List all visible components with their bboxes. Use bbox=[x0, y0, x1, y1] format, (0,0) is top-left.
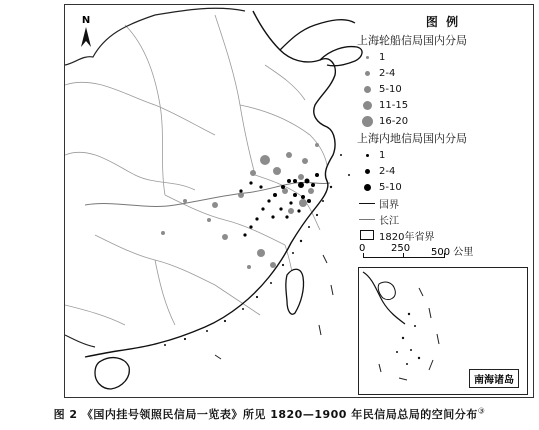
province-box-symbol bbox=[360, 230, 374, 240]
hainan-island bbox=[95, 358, 129, 389]
caption-text: 图 2 《国内挂号领照民信局一览表》所见 1820—1900 年民信局总局的空间分布 bbox=[53, 408, 478, 421]
legend-group2-title: 上海内地信局国内分局 bbox=[357, 132, 467, 145]
legend-title: 图 例 bbox=[425, 15, 461, 29]
scale-bar bbox=[359, 243, 499, 263]
legend-marker bbox=[365, 71, 370, 76]
legend-marker bbox=[364, 86, 371, 93]
legend-item: 国界 bbox=[355, 195, 531, 211]
legend-marker bbox=[366, 154, 369, 157]
figure-caption bbox=[0, 406, 539, 422]
legend-item: 1 bbox=[355, 147, 531, 163]
legend-item: 11-15 bbox=[355, 97, 531, 113]
legend-group1-title: 上海轮船信局国内分局 bbox=[357, 34, 467, 47]
legend-marker bbox=[363, 101, 372, 110]
north-arrow bbox=[77, 15, 95, 49]
border-line-symbol bbox=[359, 203, 375, 204]
northeast-coast bbox=[280, 20, 355, 50]
scale-label: 250 bbox=[391, 243, 411, 254]
legend-item: 2-4 bbox=[355, 65, 531, 81]
scale-tick bbox=[403, 253, 404, 258]
scale-label: 0 bbox=[359, 243, 366, 254]
scale-line bbox=[363, 257, 445, 258]
legend-marker bbox=[366, 56, 369, 59]
scale-label: 500 公里 bbox=[431, 247, 474, 258]
legend-item: 16-20 bbox=[355, 113, 531, 129]
scale-tick bbox=[444, 253, 445, 258]
taiwan-island bbox=[286, 269, 304, 314]
north-arrow-icon bbox=[77, 15, 95, 49]
north-label: N bbox=[81, 15, 91, 26]
legend-item: 5-10 bbox=[355, 179, 531, 195]
inset-label: 南海诸岛 bbox=[469, 369, 519, 388]
national-border-west bbox=[65, 335, 95, 347]
scale-tick bbox=[363, 253, 364, 258]
legend-item: 1 bbox=[355, 49, 531, 65]
legend-marker bbox=[362, 116, 373, 127]
steamer-branch-markers bbox=[161, 143, 319, 269]
river-line-symbol bbox=[359, 219, 375, 220]
south-china-sea-inset bbox=[358, 267, 528, 395]
legend-marker bbox=[364, 184, 371, 191]
legend-item: 长江 bbox=[355, 211, 531, 227]
legend-marker bbox=[365, 169, 370, 174]
legend-item: 2-4 bbox=[355, 163, 531, 179]
legend-item: 1820年省界 bbox=[355, 227, 531, 243]
legend-item: 5-10 bbox=[355, 81, 531, 97]
map-frame bbox=[64, 4, 534, 398]
caption-note: ③ bbox=[477, 406, 486, 416]
legend bbox=[355, 13, 531, 243]
coastal-islets bbox=[164, 154, 350, 346]
